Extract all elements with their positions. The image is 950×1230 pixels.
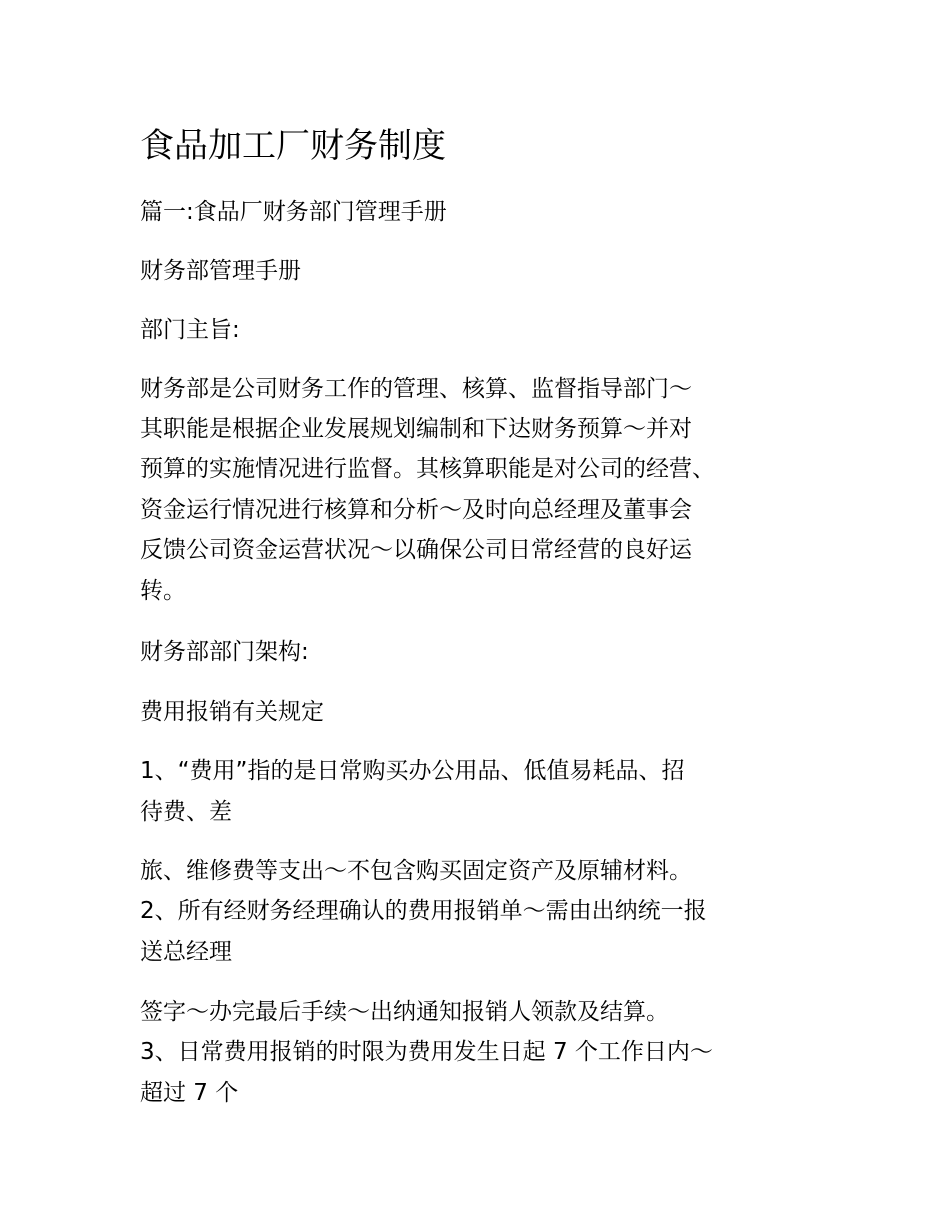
- section-heading: 篇一:食品厂财务部门管理手册: [140, 199, 447, 225]
- structure-heading: 财务部部门架构:: [140, 639, 309, 665]
- paragraph-line: 反馈公司资金运营状况～以确保公司日常经营的良好运: [140, 537, 692, 563]
- paragraph-line: 其职能是根据企业发展规划编制和下达财务预算～并对: [140, 416, 692, 442]
- paragraph-line: 资金运行情况进行核算和分析～及时向总经理及董事会: [140, 497, 692, 523]
- rule-line: 签字～办完最后手续～出纳通知报销人领款及结算。: [140, 999, 669, 1025]
- rule-line: 送总经理: [140, 939, 232, 965]
- rule-line: 待费、差: [140, 799, 232, 825]
- document-title: 食品加工厂财务制度: [140, 126, 446, 166]
- paragraph-line: 财务部是公司财务工作的管理、核算、监督指导部门～: [140, 376, 692, 402]
- paragraph-line: 预算的实施情况进行监督。其核算职能是对公司的经营、: [140, 456, 715, 482]
- mission-heading: 部门主旨:: [140, 317, 240, 343]
- rule-line: 超过 7 个: [140, 1080, 239, 1106]
- rule-line: 1、“费用”指的是日常购买办公用品、低值易耗品、招: [140, 758, 685, 784]
- rule-line: 2、所有经财务经理确认的费用报销单～需由出纳统一报: [140, 898, 707, 924]
- rule-line: 旅、维修费等支出～不包含购买固定资产及原辅材料。: [140, 858, 692, 884]
- manual-title: 财务部管理手册: [140, 258, 301, 284]
- paragraph-line: 转。: [140, 578, 186, 604]
- rule-line: 3、日常费用报销的时限为费用发生日起 7 个工作日内～: [140, 1039, 713, 1065]
- reimbursement-heading: 费用报销有关规定: [140, 699, 324, 725]
